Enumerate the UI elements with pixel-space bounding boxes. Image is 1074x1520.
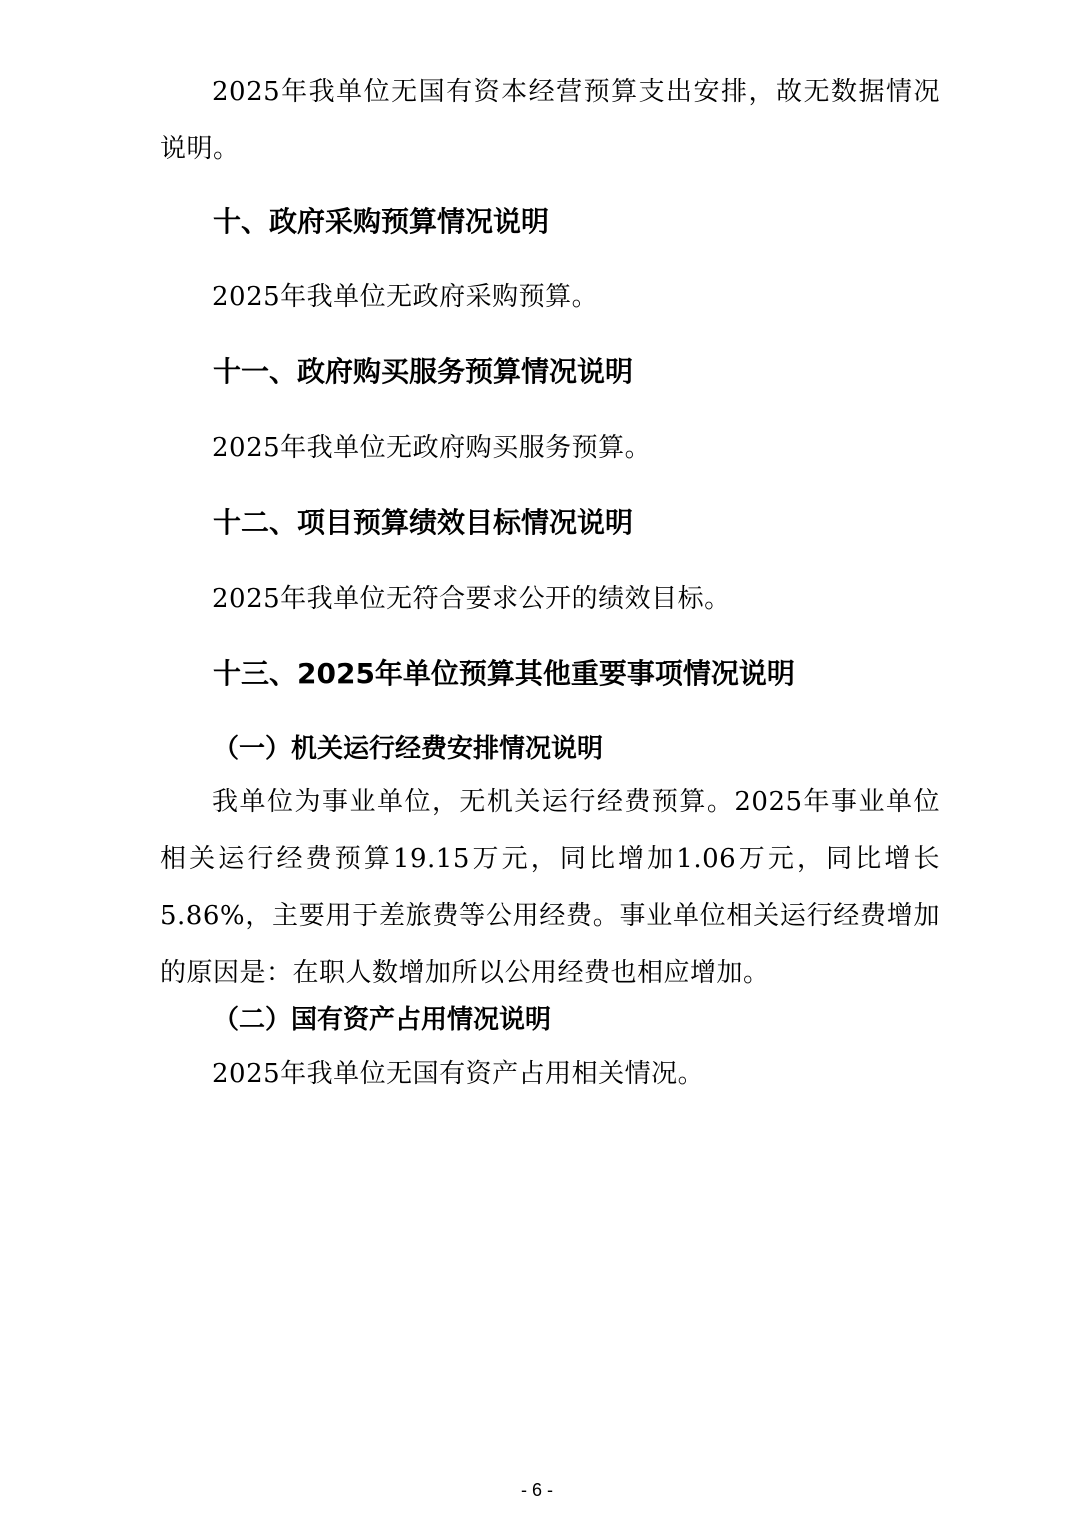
heading-section-11: 十一、政府购买服务预算情况说明 (213, 355, 634, 388)
paragraph-13-1: 我单位为事业单位，无机关运行经费预算。2025年事业单位相关运行经费预算19.15万元，同比增加1.06万元，同比增长5.86%，主要用于差旅费等公用经费。事业单位相关运行经费增加的原因是：在职人数增加所以公用经费也相应增加。 (160, 787, 940, 988)
subheading-13-1: （一）机关运行经费安排情况说明 (213, 734, 604, 764)
paragraph-section-11: 2025年我单位无政府购买服务预算。 (212, 433, 652, 463)
page-number: - 6 - (520, 1480, 553, 1500)
heading-section-12: 十二、项目预算绩效目标情况说明 (213, 506, 634, 539)
paragraph-intro: 2025年我单位无国有资本经营预算支出安排，故无数据情况说明。 (160, 77, 940, 164)
heading-section-13: 十三、2025年单位预算其他重要事项情况说明 (213, 657, 795, 690)
heading-section-10: 十、政府采购预算情况说明 (213, 205, 550, 238)
paragraph-13-2: 2025年我单位无国有资产占用相关情况。 (212, 1059, 705, 1089)
paragraph-section-10: 2025年我单位无政府采购预算。 (212, 282, 599, 312)
subheading-13-2: （二）国有资产占用情况说明 (213, 1005, 552, 1035)
paragraph-section-12: 2025年我单位无符合要求公开的绩效目标。 (212, 584, 731, 614)
